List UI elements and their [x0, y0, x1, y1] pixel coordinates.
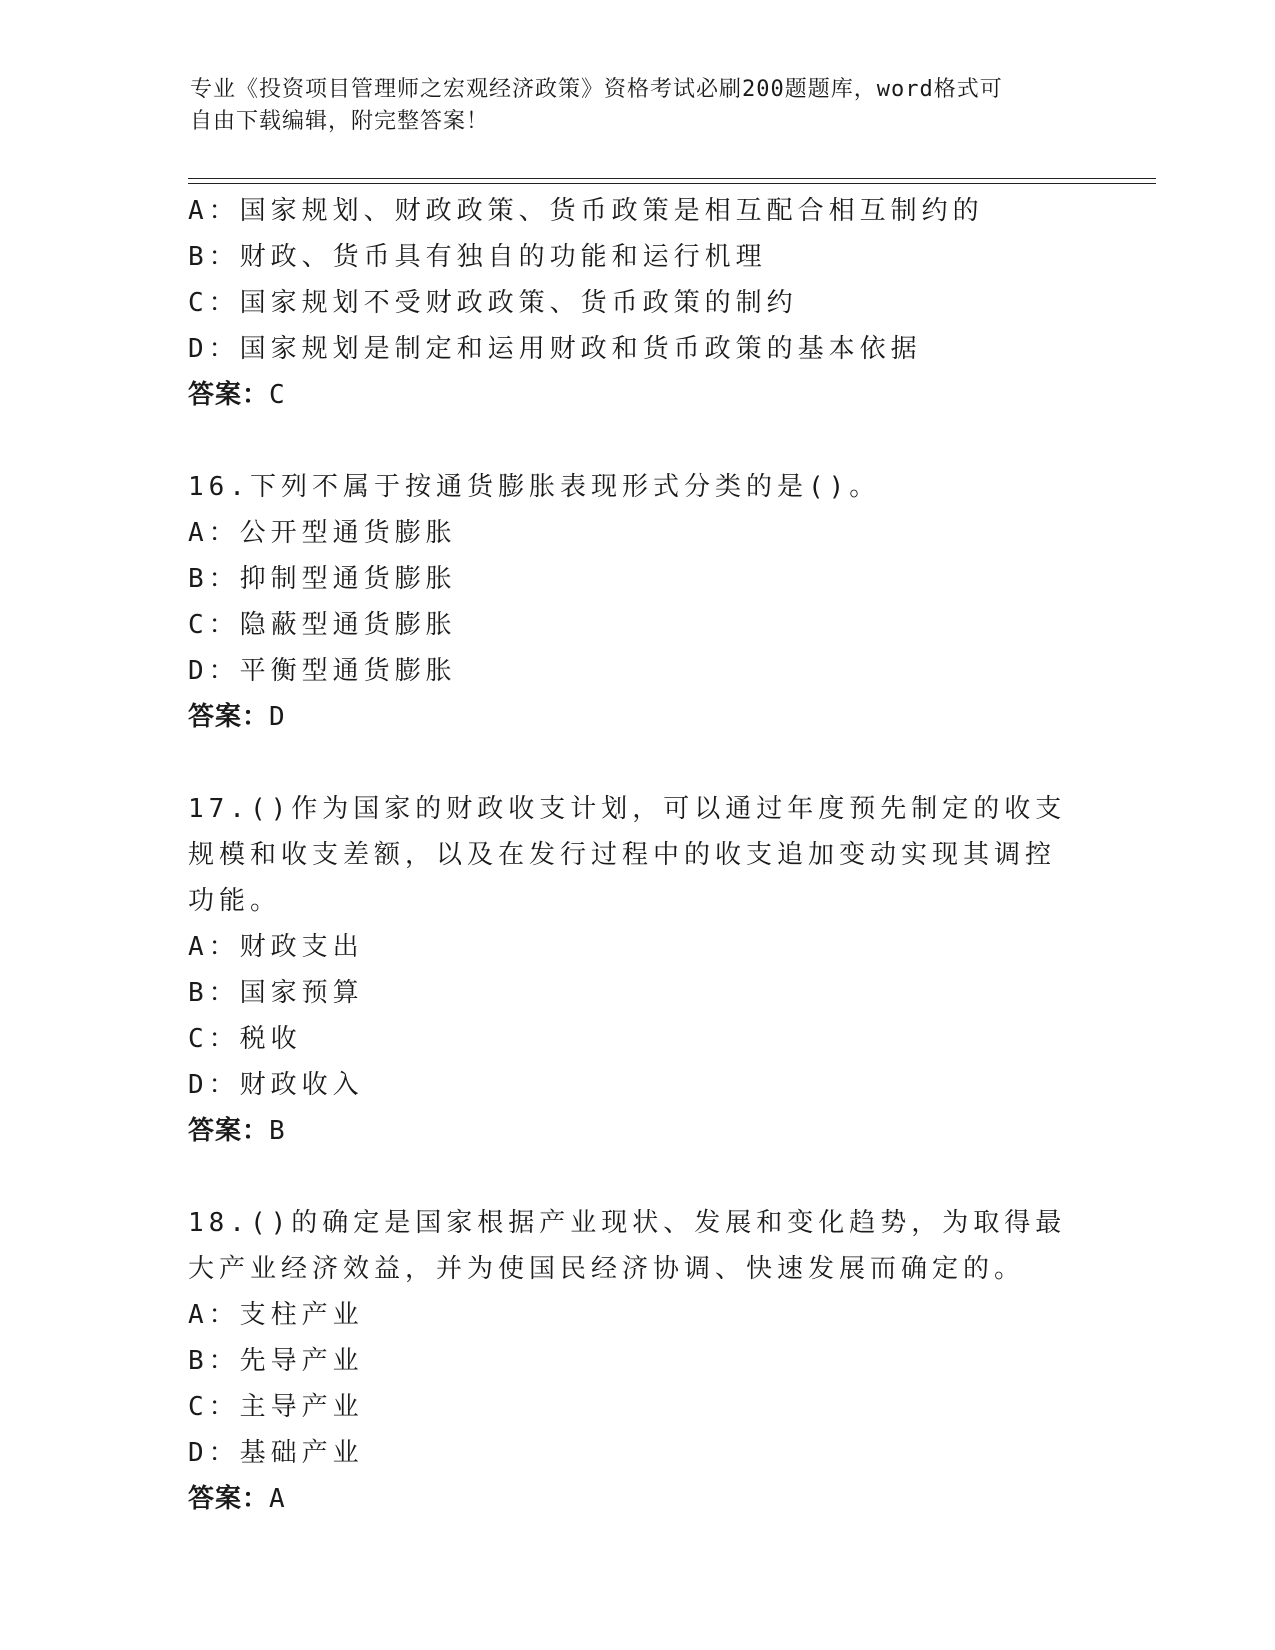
option-b: B：财政、货币具有独自的功能和运行机理	[188, 242, 767, 272]
question-text: 18.()的确定是国家根据产业现状、发展和变化趋势，为取得最大产业经济效益，并为使国民经济协调、快速发展而确定的。	[188, 1208, 1067, 1284]
header-divider-bottom	[188, 183, 1156, 184]
header-divider-top	[188, 178, 1156, 179]
header-line-2: 自由下载编辑，附完整答案！	[190, 109, 490, 134]
option-c: C：国家规划不受财政政策、货币政策的制约	[188, 288, 798, 318]
answer-line	[188, 694, 1088, 740]
spacer	[188, 1154, 1088, 1200]
option-a: A：支柱产业	[188, 1300, 364, 1330]
option-c: C：主导产业	[188, 1392, 364, 1422]
option-c: C：隐蔽型通货膨胀	[188, 610, 457, 640]
answer-label: 答案：	[188, 702, 270, 732]
answer-line	[188, 1476, 1088, 1522]
option-d: D：基础产业	[188, 1438, 364, 1468]
question-16	[188, 464, 1088, 740]
question-17	[188, 786, 1088, 1154]
option-a: A：财政支出	[188, 932, 364, 962]
question-18	[188, 1200, 1088, 1522]
option-b: B：国家预算	[188, 978, 364, 1008]
header-line-1: 专业《投资项目管理师之宏观经济政策》资格考试必刷200题题库，word格式可	[190, 77, 1003, 102]
answer-label: 答案：	[188, 1484, 270, 1514]
answer-label: 答案：	[188, 380, 270, 410]
option-b: B：先导产业	[188, 1346, 364, 1376]
spacer	[188, 418, 1088, 464]
answer-value: B	[269, 1116, 286, 1146]
option-d: D：平衡型通货膨胀	[188, 656, 457, 686]
question-list	[188, 188, 1088, 1522]
option-b: B：抑制型通货膨胀	[188, 564, 457, 594]
answer-value: C	[269, 380, 286, 410]
answer-value: A	[269, 1484, 286, 1514]
answer-line	[188, 1108, 1088, 1154]
question-text: 17.()作为国家的财政收支计划，可以通过年度预先制定的收支规模和收支差额，以及在发行过程中的收支追加变动实现其调控功能。	[188, 794, 1067, 916]
answer-value: D	[269, 702, 286, 732]
question-15	[188, 188, 1088, 418]
spacer	[188, 740, 1088, 786]
question-text: 16.下列不属于按通货膨胀表现形式分类的是()。	[188, 472, 881, 502]
option-c: C：税收	[188, 1024, 302, 1054]
answer-label: 答案：	[188, 1116, 270, 1146]
option-a: A：公开型通货膨胀	[188, 518, 457, 548]
option-d: D：财政收入	[188, 1070, 364, 1100]
option-d: D：国家规划是制定和运用财政和货币政策的基本依据	[188, 334, 922, 364]
document-header	[190, 74, 1090, 138]
option-a: A：国家规划、财政政策、货币政策是相互配合相互制约的	[188, 196, 984, 226]
answer-line	[188, 372, 1088, 418]
